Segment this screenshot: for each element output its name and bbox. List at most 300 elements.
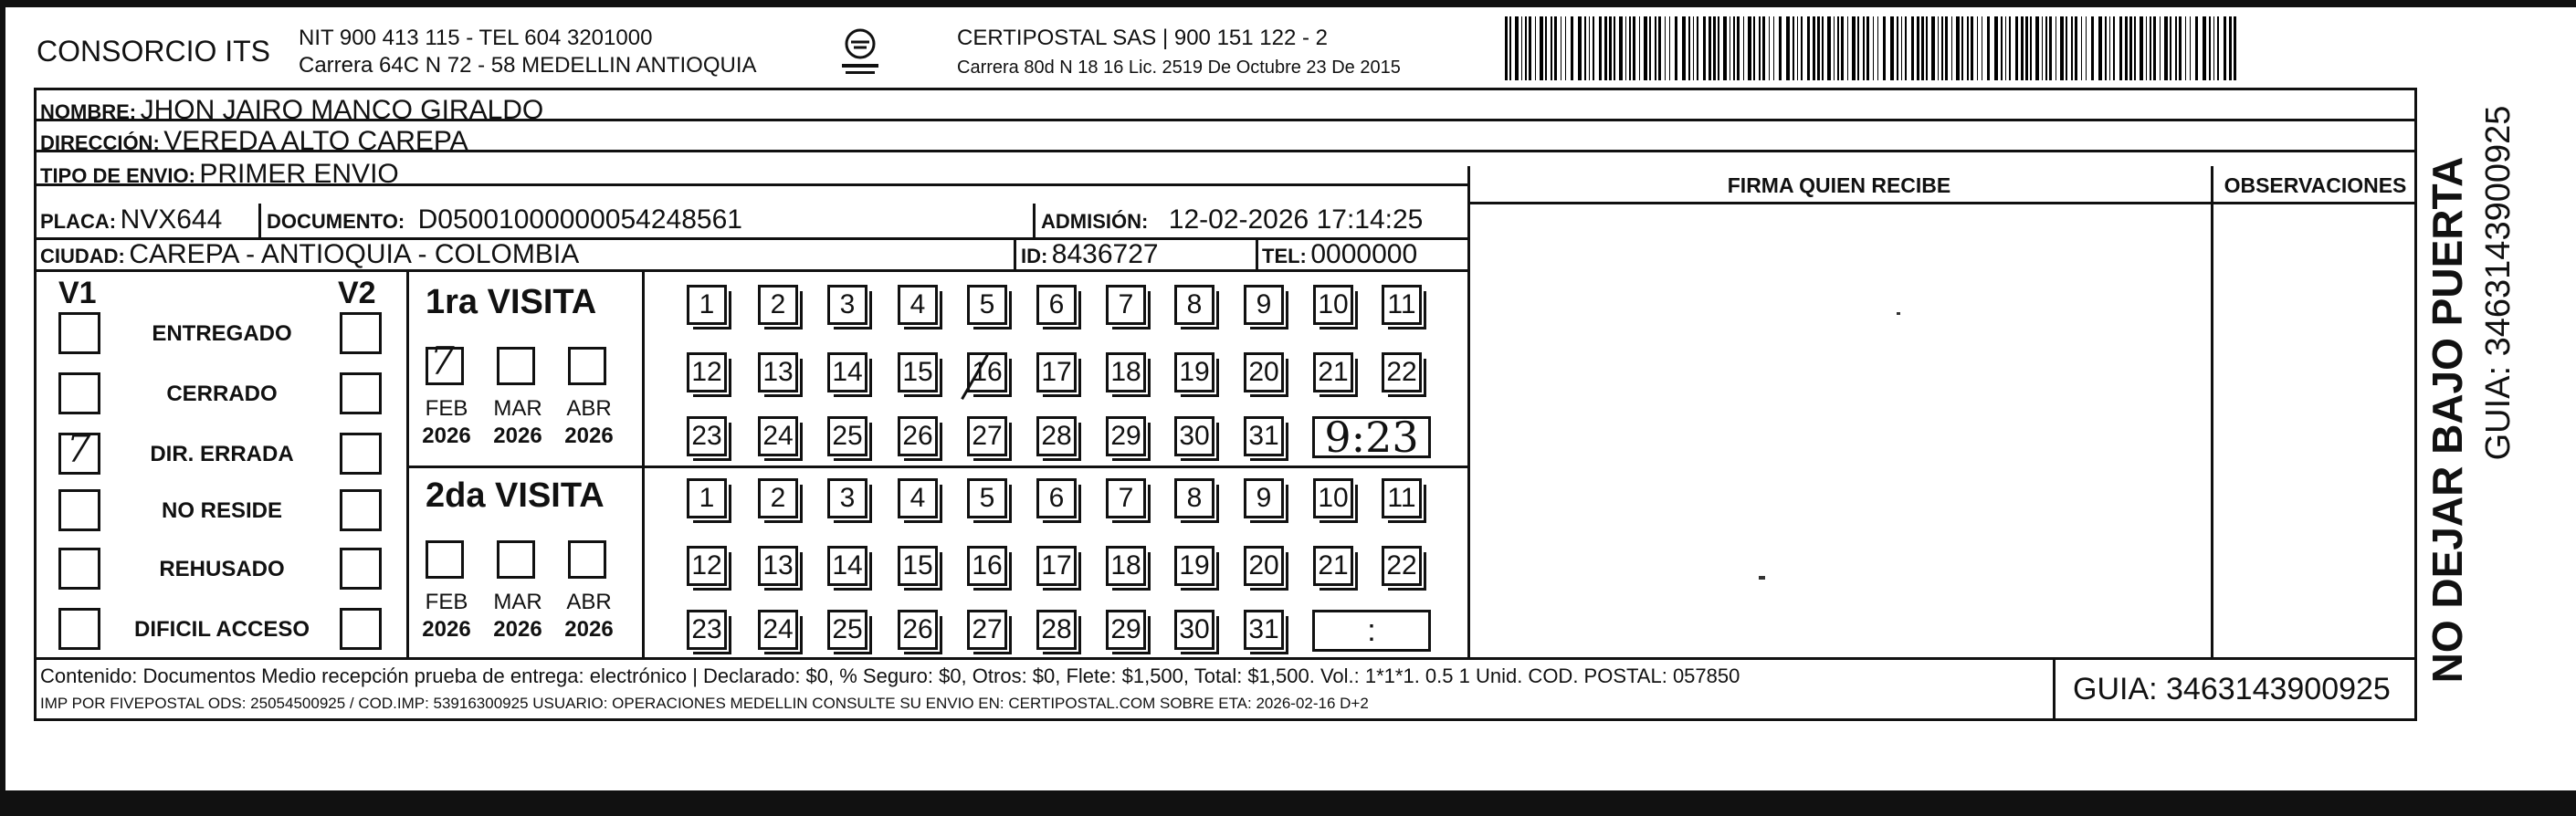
barcode-bar	[1614, 16, 1615, 80]
barcode-bar	[1609, 16, 1612, 80]
row-divider	[34, 269, 1467, 272]
side-warning: NO DEJAR BAJO PUERTA	[2424, 156, 2471, 684]
status-label: REHUSADO	[159, 557, 285, 581]
day-number: 25	[832, 614, 863, 644]
day-number: 10	[1318, 483, 1349, 513]
day-box[interactable]	[758, 285, 798, 325]
scan-top-border	[0, 0, 2576, 7]
day-number: 14	[832, 357, 863, 387]
month-name: FEB	[425, 590, 468, 614]
v1-label: V1	[58, 276, 97, 310]
v2-checkbox[interactable]	[340, 608, 382, 650]
barcode-bar	[2066, 16, 2067, 80]
tel-label: TEL:	[1262, 245, 1307, 267]
day-box[interactable]	[1174, 352, 1214, 392]
day-box[interactable]	[758, 610, 798, 650]
day-box[interactable]	[1036, 610, 1077, 650]
barcode-bar	[1578, 16, 1582, 80]
barcode-bar	[2045, 16, 2047, 80]
barcode-bar	[1565, 16, 1566, 80]
placa-label: PLACA:	[40, 210, 117, 233]
day-box[interactable]	[827, 546, 867, 586]
day-box[interactable]	[758, 546, 798, 586]
nombre-label: NOMBRE:	[40, 100, 137, 123]
day-number: 13	[762, 357, 794, 387]
footer-divider	[34, 657, 2417, 660]
v1-checkbox[interactable]	[58, 489, 100, 531]
barcode-bar	[1797, 16, 1798, 80]
status-label: NO RESIDE	[161, 498, 283, 523]
day-box[interactable]	[687, 352, 727, 392]
day-box[interactable]	[1313, 546, 1353, 586]
day-number: 5	[979, 289, 995, 319]
barcode-bar	[2217, 16, 2219, 80]
day-box[interactable]	[1244, 610, 1284, 650]
tipo-label: TIPO DE ENVIO:	[40, 164, 195, 187]
v2-checkbox[interactable]	[340, 312, 382, 354]
time-value: :	[1367, 612, 1376, 648]
day-number: 13	[762, 550, 794, 581]
day-box[interactable]	[1106, 352, 1146, 392]
barcode-bar	[1748, 16, 1751, 80]
day-number: 27	[972, 421, 1003, 451]
barcode-bar	[1967, 16, 1969, 80]
day-number: 30	[1179, 614, 1210, 644]
day-number: 25	[832, 421, 863, 451]
barcode-bar	[1847, 16, 1848, 80]
day-box[interactable]	[898, 478, 938, 518]
month-year: 2026	[422, 617, 471, 642]
v1-checkbox[interactable]	[58, 426, 100, 475]
time-field[interactable]	[1312, 610, 1431, 652]
scan-left-border	[0, 0, 5, 816]
day-number: 28	[1041, 614, 1072, 644]
barcode-bar	[2109, 16, 2110, 80]
day-number: 4	[909, 483, 926, 513]
day-box[interactable]	[758, 352, 798, 392]
barcode-bar	[1786, 16, 1790, 80]
barcode-bar	[1584, 16, 1586, 80]
day-number: 29	[1110, 614, 1141, 644]
barcode-bar	[2209, 16, 2211, 80]
scan-speck	[1759, 576, 1765, 580]
day-number: 8	[1186, 483, 1203, 513]
day-number: 11	[1387, 483, 1416, 513]
day-box[interactable]	[1106, 610, 1146, 650]
status-label: ENTREGADO	[152, 321, 292, 346]
day-box[interactable]	[827, 478, 867, 518]
day-box[interactable]	[1313, 478, 1353, 518]
ciudad-label: CIUDAD:	[40, 245, 125, 267]
barcode-bar	[2005, 16, 2006, 80]
day-number: 17	[1041, 357, 1072, 387]
barcode-bar	[1571, 16, 1573, 80]
barcode-bar	[1827, 16, 1831, 80]
day-box[interactable]	[1036, 285, 1077, 325]
day-box[interactable]	[1036, 478, 1077, 518]
barcode-bar	[1619, 16, 1623, 80]
day-box[interactable]	[967, 546, 1007, 586]
barcode-bar	[1633, 16, 1635, 80]
day-number: 19	[1179, 357, 1210, 387]
day-box[interactable]	[967, 285, 1007, 325]
day-box[interactable]	[1174, 610, 1214, 650]
barcode-bar	[1540, 16, 1543, 80]
day-box[interactable]	[1313, 285, 1353, 325]
v2-checkbox[interactable]	[340, 489, 382, 531]
barcode-bar	[1863, 16, 1865, 80]
documento-label: DOCUMENTO:	[267, 210, 405, 233]
barcode-bar	[2164, 16, 2168, 80]
barcode-bar	[1688, 16, 1690, 80]
day-box[interactable]	[1382, 285, 1422, 325]
barcode-bar	[2119, 16, 2122, 80]
observaciones-header: OBSERVACIONES	[2224, 173, 2407, 197]
barcode-bar	[1753, 16, 1755, 80]
scan-bottom-border	[0, 790, 2576, 816]
col-divider	[258, 204, 261, 237]
day-number: 22	[1386, 357, 1417, 387]
month-checkbox[interactable]	[568, 540, 606, 579]
day-box[interactable]	[1382, 546, 1422, 586]
day-box[interactable]	[687, 610, 727, 650]
time-field[interactable]	[1312, 413, 1431, 462]
day-box[interactable]	[1174, 285, 1214, 325]
day-number: 26	[902, 421, 933, 451]
visit-title: 2da VISITA	[426, 476, 605, 515]
day-box[interactable]	[1036, 416, 1077, 456]
day-box[interactable]	[687, 416, 727, 456]
company-nit: NIT 900 413 115 - TEL 604 3201000	[299, 26, 653, 50]
barcode-bar	[1917, 16, 1919, 80]
day-number: 10	[1318, 289, 1349, 319]
barcode-bar	[1737, 16, 1740, 80]
day-box[interactable]	[1174, 546, 1214, 586]
col-divider	[1467, 166, 1470, 657]
barcode-bar	[1703, 16, 1706, 80]
day-number: 2	[770, 289, 786, 319]
day-number: 29	[1110, 421, 1141, 451]
barcode-bar	[1509, 16, 1511, 80]
month-checkbox[interactable]	[426, 339, 464, 385]
day-number: 27	[972, 614, 1003, 644]
barcode-bar	[1977, 16, 1978, 80]
day-box[interactable]	[1036, 546, 1077, 586]
barcode-bar	[1971, 16, 1973, 80]
day-box[interactable]	[898, 610, 938, 650]
side-guia: GUIA: 3463143900925	[2479, 105, 2518, 461]
barcode-bar	[1697, 16, 1698, 80]
day-box[interactable]	[1382, 478, 1422, 518]
barcode-bar	[2071, 16, 2073, 80]
day-box[interactable]	[687, 546, 727, 586]
carrier-address: Carrera 80d N 18 16 Lic. 2519 De Octubre 23 De 2015	[957, 58, 1401, 78]
day-box[interactable]	[827, 610, 867, 650]
barcode-bar	[1649, 16, 1651, 80]
barcode-bar	[2098, 16, 2102, 80]
company-name: CONSORCIO ITS	[37, 35, 271, 68]
month-year: 2026	[493, 617, 542, 642]
day-box[interactable]	[967, 478, 1007, 518]
barcode-bar	[1897, 16, 1898, 80]
barcode-bar	[2001, 16, 2003, 80]
day-box[interactable]	[758, 416, 798, 456]
company-address: Carrera 64C N 72 - 58 MEDELLIN ANTIOQUIA	[299, 53, 757, 78]
day-number: 31	[1248, 421, 1279, 451]
barcode-bar	[1693, 16, 1694, 80]
barcode-bar	[1743, 16, 1744, 80]
barcode-bar	[1682, 16, 1686, 80]
day-box[interactable]	[1244, 478, 1284, 518]
day-number: 7	[1118, 289, 1134, 319]
day-box[interactable]	[1106, 285, 1146, 325]
barcode-bar	[2203, 16, 2206, 80]
day-box[interactable]	[827, 352, 867, 392]
nombre-value: JHON JAIRO MANCO GIRALDO	[140, 95, 544, 125]
day-box[interactable]	[1244, 546, 1284, 586]
status-label: DIR. ERRADA	[150, 442, 294, 466]
day-box[interactable]	[967, 610, 1007, 650]
day-number: 3	[839, 483, 856, 513]
day-box[interactable]	[1106, 546, 1146, 586]
month-checkbox[interactable]	[497, 540, 535, 579]
barcode-bar	[2075, 16, 2077, 80]
v2-checkbox[interactable]	[340, 372, 382, 414]
day-box[interactable]	[967, 352, 1007, 392]
barcode-bar	[1655, 16, 1656, 80]
month-name: ABR	[566, 590, 612, 614]
barcode-bar	[2153, 16, 2156, 80]
barcode-bar	[1883, 16, 1886, 80]
day-box[interactable]	[1244, 352, 1284, 392]
day-number: 1	[699, 289, 715, 319]
day-box[interactable]	[1313, 352, 1353, 392]
barcode-bar	[1822, 16, 1824, 80]
day-box[interactable]	[827, 416, 867, 456]
barcode-bar	[1877, 16, 1878, 80]
barcode-bar	[1669, 16, 1670, 80]
barcode-bar	[1841, 16, 1844, 80]
day-box[interactable]	[1036, 352, 1077, 392]
day-box[interactable]	[898, 285, 938, 325]
col-divider	[1256, 237, 1258, 269]
barcode-bar	[1926, 16, 1928, 80]
barcode-bar	[2030, 16, 2032, 80]
tel-value: 0000000	[1310, 239, 1418, 269]
day-box[interactable]	[967, 416, 1007, 456]
barcode-bar	[1759, 16, 1761, 80]
day-number: 15	[902, 357, 933, 387]
day-number: 23	[691, 614, 722, 644]
admision-label: ADMISIÓN:	[1041, 210, 1149, 233]
barcode-bar	[2025, 16, 2028, 80]
month-year: 2026	[564, 617, 614, 642]
day-number: 6	[1048, 483, 1065, 513]
barcode-bar	[2009, 16, 2011, 80]
barcode-bar	[1852, 16, 1856, 80]
v1-checkbox[interactable]	[58, 372, 100, 414]
barcode-bar	[1938, 16, 1939, 80]
month-name: FEB	[425, 396, 468, 421]
barcode-bar	[1709, 16, 1711, 80]
col-divider	[1033, 204, 1036, 237]
barcode-bar	[2081, 16, 2082, 80]
barcode-bar	[2021, 16, 2024, 80]
barcode-bar	[2049, 16, 2052, 80]
barcode-bar	[1813, 16, 1815, 80]
day-number: 26	[902, 614, 933, 644]
certipostal-logo	[838, 27, 882, 78]
day-number: 20	[1248, 550, 1279, 581]
day-box[interactable]	[1244, 285, 1284, 325]
day-number: 1	[699, 483, 715, 513]
month-checkbox[interactable]	[497, 347, 535, 385]
day-number: 14	[832, 550, 863, 581]
barcode-bar	[1551, 16, 1552, 80]
barcode-bar	[1769, 16, 1770, 80]
day-box[interactable]	[1244, 416, 1284, 456]
footer-content: Contenido: Documentos Medio recepción prueba de entrega: electrónico | Declarado: $0, % Seguro: $0, Otros: $0, Flete: $1,500, Total: $1,500. Vol.: 1*1*1. 0.5 1 Unid. COD. POSTAL: 057850	[40, 664, 1740, 687]
barcode-bar	[2224, 16, 2226, 80]
day-number: 5	[979, 483, 995, 513]
barcode-bar	[2150, 16, 2151, 80]
month-checkbox[interactable]	[426, 540, 464, 579]
col-divider	[642, 269, 645, 657]
id-value: 8436727	[1051, 239, 1159, 269]
day-number: 21	[1318, 550, 1349, 581]
barcode-bar	[1773, 16, 1774, 80]
day-number: 22	[1386, 550, 1417, 581]
v2-checkbox[interactable]	[340, 433, 382, 475]
ciudad-value: CAREPA - ANTIOQUIA - COLOMBIA	[129, 239, 580, 269]
barcode-bar	[1521, 16, 1522, 80]
barcode-bar	[1535, 16, 1536, 80]
barcode-bar	[2134, 16, 2136, 80]
barcode-bar	[2179, 16, 2182, 80]
row-divider	[1467, 202, 2417, 204]
documento-value: D0500100000005424856​1	[417, 204, 742, 235]
barcode-bar	[1554, 16, 1557, 80]
barcode-bar	[1644, 16, 1647, 80]
day-number: 11	[1387, 289, 1416, 319]
day-box[interactable]	[758, 478, 798, 518]
barcode-bar	[1857, 16, 1859, 80]
barcode-bar	[1658, 16, 1661, 80]
barcode-bar	[2105, 16, 2107, 80]
day-number: 19	[1179, 550, 1210, 581]
scan-speck	[1897, 312, 1900, 315]
barcode-bar	[1987, 16, 1990, 80]
day-box[interactable]	[1106, 416, 1146, 456]
v1-checkbox[interactable]	[58, 548, 100, 590]
barcode	[1505, 16, 2235, 80]
barcode-bar	[2213, 16, 2214, 80]
row-divider	[406, 466, 1467, 468]
barcode-bar	[2091, 16, 2094, 80]
barcode-bar	[1801, 16, 1803, 80]
footer-imp: IMP POR FIVEPOSTAL ODS: 25054500925 / COD.IMP: 53916300925 USUARIO: OPERACIONES MEDELLIN CONSULTE SU ENVIO EN: CERTIPOSTAL.COM SOBRE ETA: 2026-02-16 D+2	[40, 695, 1369, 712]
day-box[interactable]	[1174, 416, 1214, 456]
day-number: 9	[1256, 483, 1272, 513]
barcode-bar	[2113, 16, 2115, 80]
barcode-bar	[1589, 16, 1590, 80]
day-box[interactable]	[898, 546, 938, 586]
barcode-bar	[1873, 16, 1874, 80]
barcode-bar	[2160, 16, 2161, 80]
v1-checkbox[interactable]	[58, 312, 100, 354]
barcode-bar	[1951, 16, 1952, 80]
barcode-bar	[1905, 16, 1907, 80]
day-number: 16	[972, 550, 1003, 581]
barcode-bar	[2175, 16, 2177, 80]
day-number: 28	[1041, 421, 1072, 451]
barcode-bar	[1505, 16, 1508, 80]
day-box[interactable]	[687, 478, 727, 518]
day-number: 16	[972, 357, 1003, 387]
barcode-bar	[2146, 16, 2147, 80]
day-box[interactable]	[898, 416, 938, 456]
firma-header: FIRMA QUIEN RECIBE	[1727, 173, 1951, 197]
day-number: 24	[762, 614, 794, 644]
day-box[interactable]	[898, 352, 938, 392]
barcode-bar	[2170, 16, 2171, 80]
barcode-bar	[1718, 16, 1719, 80]
barcode-bar	[1723, 16, 1727, 80]
barcode-bar	[1713, 16, 1716, 80]
barcode-bar	[2015, 16, 2018, 80]
month-name: MAR	[493, 396, 542, 421]
barcode-bar	[2140, 16, 2143, 80]
day-number: 24	[762, 421, 794, 451]
barcode-bar	[1890, 16, 1894, 80]
v1-checkbox[interactable]	[58, 608, 100, 650]
barcode-bar	[1901, 16, 1902, 80]
col-divider	[2211, 166, 2213, 657]
barcode-bar	[1837, 16, 1839, 80]
month-year: 2026	[422, 424, 471, 448]
day-box[interactable]	[1382, 352, 1422, 392]
barcode-bar	[1733, 16, 1735, 80]
direccion-label: DIRECCIÓN:	[40, 131, 160, 154]
month-check-mark: 7	[430, 339, 455, 383]
day-number: 18	[1110, 357, 1141, 387]
status-label: CERRADO	[166, 382, 278, 406]
barcode-bar	[2125, 16, 2128, 80]
day-box[interactable]	[687, 285, 727, 325]
month-year: 2026	[493, 424, 542, 448]
barcode-bar	[2129, 16, 2132, 80]
day-box[interactable]	[1106, 478, 1146, 518]
day-number: 4	[909, 289, 926, 319]
id-label: ID:	[1021, 245, 1048, 267]
barcode-bar	[2195, 16, 2198, 80]
barcode-bar	[1599, 16, 1602, 80]
barcode-bar	[1629, 16, 1631, 80]
month-checkbox[interactable]	[568, 347, 606, 385]
day-box[interactable]	[827, 285, 867, 325]
day-box[interactable]	[1174, 478, 1214, 518]
day-number: 8	[1186, 289, 1203, 319]
footer-guia: GUIA: 3463143900925	[2073, 672, 2391, 706]
v1-check-mark: 7	[67, 426, 91, 471]
barcode-bar	[1545, 16, 1547, 80]
barcode-bar	[2234, 16, 2236, 80]
barcode-bar	[1961, 16, 1963, 80]
barcode-bar	[1525, 16, 1527, 80]
v2-checkbox[interactable]	[340, 548, 382, 590]
barcode-bar	[1911, 16, 1914, 80]
barcode-bar	[2229, 16, 2232, 80]
